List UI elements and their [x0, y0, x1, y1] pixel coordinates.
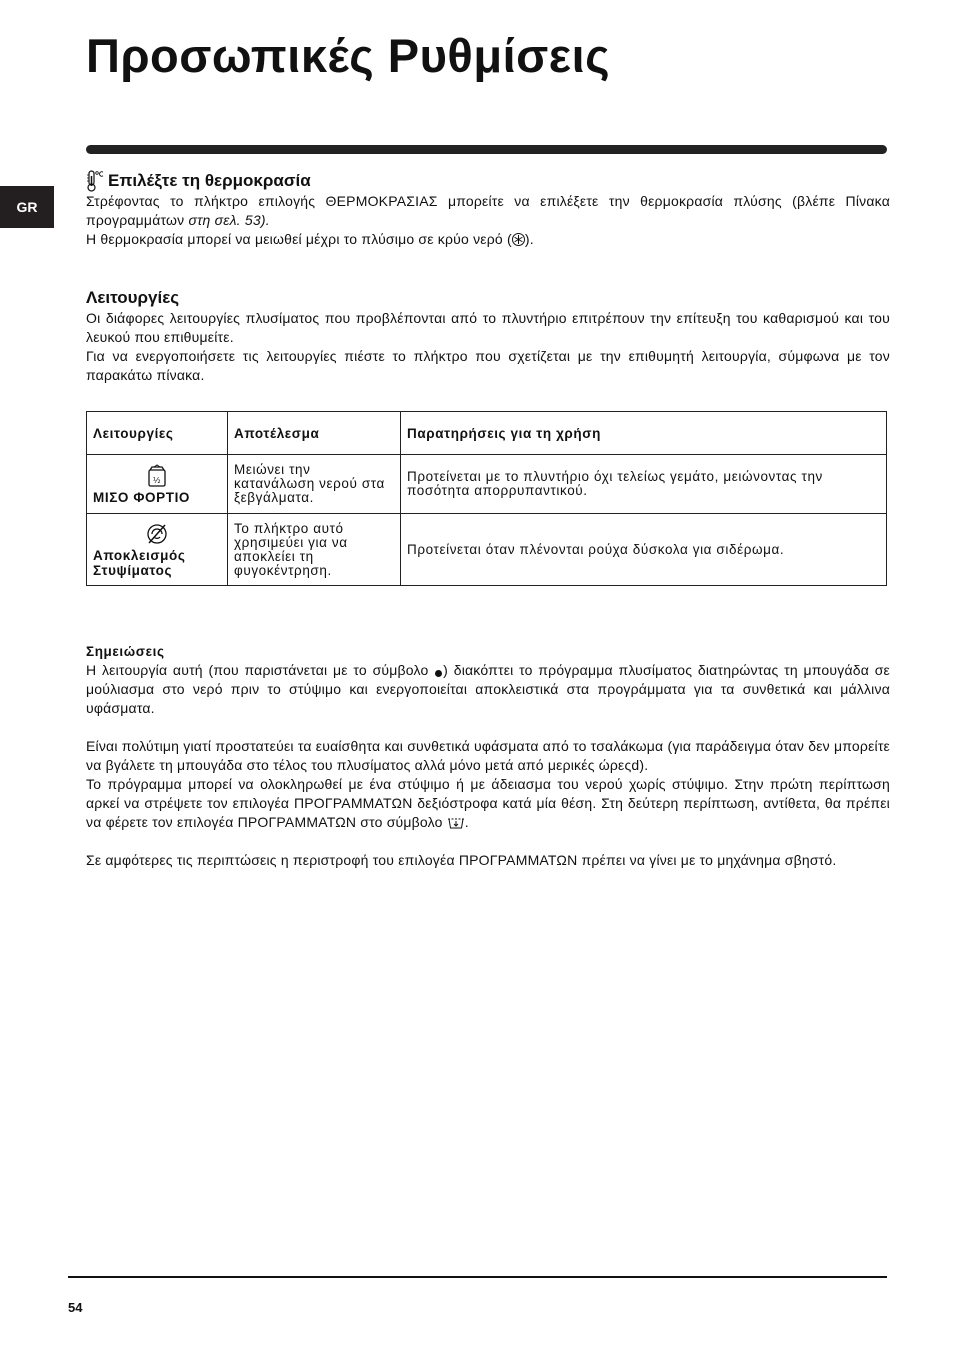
functions-text-1: Οι διάφορες λειτουργίες πλυσίματος που προβλέπονται από το πλυντήριο επιτρέπουν την επίτευξη του καθαρισμού και του λευκού που επιθυμείτε. — [86, 310, 890, 345]
header-result: Αποτέλεσμα — [228, 412, 401, 455]
thermometer-icon — [86, 170, 104, 192]
rinse-hold-dot-icon — [435, 670, 442, 677]
functions-section — [86, 287, 890, 385]
notes-cell: Προτείνεται με το πλυντήριο όχι τελείως γεμάτο, μειώνοντας την ποσότητα απορρυπαντικού. — [401, 455, 887, 514]
header-functions: Λειτουργίες — [87, 412, 228, 455]
temperature-text-1: Στρέφοντας το πλήκτρο επιλογής ΘΕΡΜΟΚΡΑΣΙΑΣ μπορείτε να επιλέξετε την θερμοκρασία πλύσης (βλέπε Πίνακα προγραμμάτων στη σελ. 53). — [86, 193, 890, 228]
function-half-load: ΜΙΣΟ ΦΟΡΤΙΟ — [93, 489, 191, 505]
temperature-text-2: Η θερμοκρασία μπορεί να μειωθεί μέχρι το πλύσιμο σε κρύο νερό ( ). — [86, 231, 534, 247]
header-notes: Παρατηρήσεις για τη χρήση — [401, 412, 887, 455]
page-title: Προσωπικές Ρυθμίσεις — [86, 29, 611, 82]
no-spin-icon — [145, 522, 169, 546]
temperature-section — [86, 170, 890, 249]
function-no-spin-line2: Στυψίματος — [93, 562, 173, 578]
notes-paragraph-1: Η λειτουργία αυτή (που παριστάνεται με το σύμβολο ) διακόπτει το πρόγραμμα πλυσίματος διατηρώντας τη μπουγάδα σε μούλιασμα στο νερό πριν το στύψιμο και ενεργοποιείται αποκλειστικά στα προγράμματα για τα συνθετικά και μάλλινα υφάσματα. — [86, 662, 890, 716]
table-row — [87, 455, 887, 514]
notes-paragraph-4: Σε αμφότερες τις περιπτώσεις η περιστροφή του επιλογέα ΠΡΟΓΡΑΜΜΑΤΩΝ πρέπει να γίνει με το μηχάνημα σβηστό. — [86, 852, 837, 868]
temperature-heading-text: Επιλέξτε τη θερμοκρασία — [108, 171, 311, 190]
drain-tub-icon — [447, 816, 465, 830]
notes-heading: Σημειώσεις — [86, 644, 165, 659]
page-reference: στη σελ. 53). — [188, 212, 270, 228]
notes-paragraph-2: Είναι πολύτιμη γιατί προστατεύει τα ευαίσθητα και συνθετικά υφάσματα από το τσαλάκωμα (για παράδειγμα όταν δεν μπορείτε να βγάλετε τη μπουγάδα στο τέλος του πλυσίματος αλλά μόνο μετά από μερικές ώρεςd). — [86, 738, 890, 773]
top-divider — [86, 145, 887, 154]
function-no-spin-line1: Αποκλεισμός — [93, 547, 186, 563]
functions-heading: Λειτουργίες — [86, 288, 180, 307]
bottom-divider — [68, 1276, 887, 1278]
snowflake-icon — [512, 233, 525, 246]
result-cell: Μειώνει την κατανάλωση νερού στα ξεβγάλματα. — [228, 455, 401, 514]
notes-paragraph-3: Το πρόγραμμα μπορεί να ολοκληρωθεί με ένα στύψιμο ή με άδειασμα του νερού χωρίς στύψιμο. Στην πρώτη περίπτωση αρκεί να στρέψετε τον επιλογέα ΠΡΟΓΡΑΜΜΑΤΩΝ δεξιόστροφα κατά μία θέση. Στη δεύτερη περίπτωση, αντίθετα, θα πρέπει να φέρετε τον επιλογέα ΠΡΟΓΡΑΜΜΑΤΩΝ στο σύμβολο . — [86, 776, 890, 830]
language-tab: GR — [0, 186, 54, 228]
table-row — [87, 514, 887, 586]
table-header-row — [87, 412, 887, 455]
notes-cell: Προτείνεται όταν πλένονται ρούχα δύσκολα για σιδέρωμα. — [401, 514, 887, 586]
half-load-icon — [145, 464, 169, 488]
page-number: 54 — [68, 1300, 83, 1315]
functions-text-2: Για να ενεργοποιήσετε τις λειτουργίες πιέστε το πλήκτρο που σχετίζεται με την επιθυμητή λειτουργία, σύμφωνα με τον παρακάτω πίνακα. — [86, 348, 890, 383]
function-cell — [87, 514, 228, 586]
svg-text:½: ½ — [152, 475, 162, 485]
functions-table — [86, 411, 887, 586]
result-cell: Το πλήκτρο αυτό χρησιμεύει για να αποκλείει τη φυγοκέντρηση. — [228, 514, 401, 586]
function-cell — [87, 455, 228, 514]
temperature-heading — [86, 170, 890, 192]
notes-section — [86, 643, 890, 870]
